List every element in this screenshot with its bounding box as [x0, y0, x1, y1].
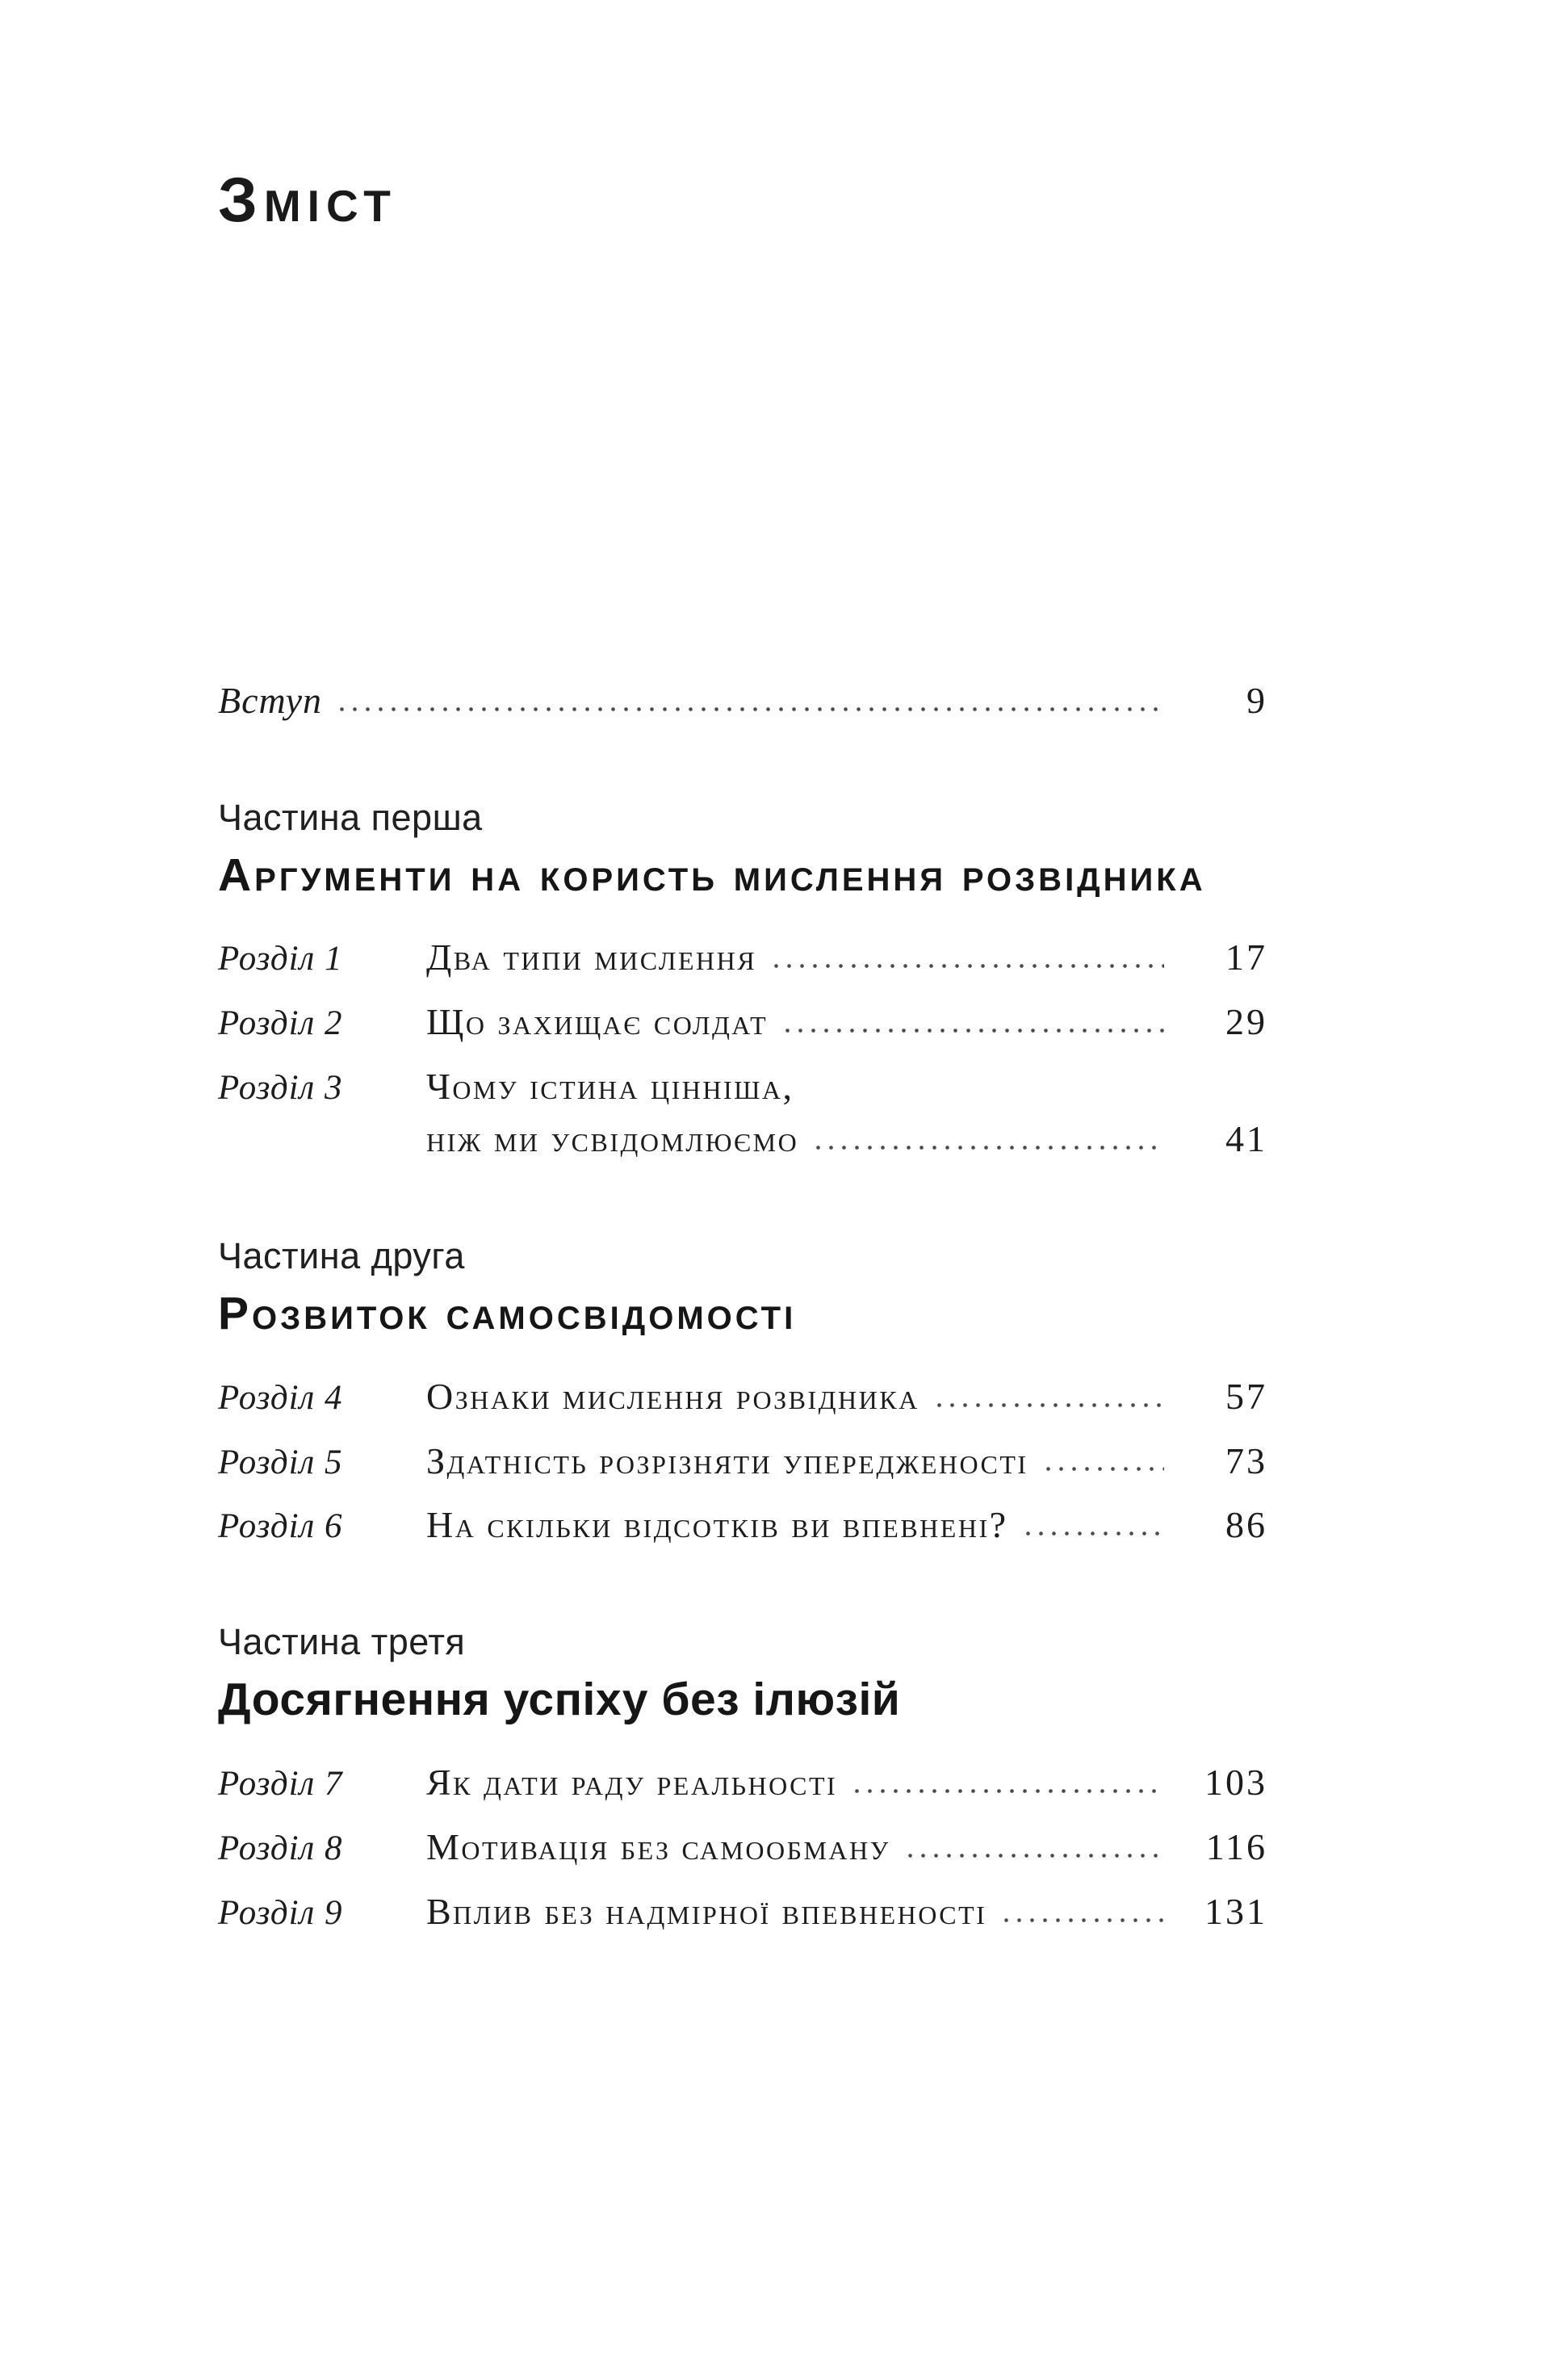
part-1-kicker: Частина перша: [218, 796, 483, 838]
chapter-page-number: 103: [1204, 1761, 1267, 1803]
chapter-title-line-2: [426, 1118, 1267, 1161]
toc-entry-chapter-5: [218, 1440, 1267, 1483]
toc-entry-chapter-7: [218, 1762, 1267, 1804]
chapter-title-two-lines: [426, 1066, 1267, 1161]
chapter-label: Розділ 8: [218, 1829, 343, 1867]
toc-part-3: [218, 1621, 1267, 1933]
chapter-label: Розділ 9: [218, 1893, 343, 1932]
dot-leader: [1004, 1918, 1164, 1922]
toc-entry-chapter-3: [218, 1066, 1267, 1161]
intro-page-number: 9: [1246, 680, 1267, 721]
toc-entry-chapter-8: [218, 1826, 1267, 1869]
chapter-page-number: 29: [1225, 1001, 1267, 1043]
chapter-label: Розділ 5: [218, 1443, 343, 1481]
toc-entry-intro: [218, 680, 1267, 723]
chapter-label: Розділ 1: [218, 940, 343, 978]
chapter-label: Розділ 4: [218, 1378, 343, 1417]
chapter-title-continued: ніж ми усвідомлюємо: [426, 1118, 799, 1160]
chapter-label: Розділ 2: [218, 1004, 343, 1043]
part-1-heading: Аргументи на користь мислення розвідника: [218, 849, 1206, 901]
chapter-page-number: 86: [1225, 1504, 1267, 1546]
dot-leader: [855, 1789, 1164, 1793]
part-3-chapters: [218, 1762, 1267, 1934]
chapter-title-line-1: [426, 1066, 1267, 1108]
chapter-title: На скільки відсотків ви впевнені?: [426, 1504, 1008, 1546]
chapter-label: Розділ 3: [218, 1069, 343, 1108]
chapter-title: Два типи мислення: [426, 936, 757, 978]
dot-leader: [340, 707, 1164, 711]
part-3-heading: Досягнення успіху без ілюзій: [218, 1674, 901, 1726]
toc-part-1: [218, 797, 1267, 1161]
chapter-page-number: 17: [1225, 936, 1267, 978]
dot-leader: [908, 1854, 1164, 1858]
chapter-page-number: 73: [1225, 1439, 1267, 1481]
dot-leader: [1046, 1467, 1164, 1471]
chapter-page-number: 41: [1225, 1118, 1267, 1160]
dot-leader: [785, 1029, 1164, 1033]
part-3-kicker: Частина третя: [218, 1621, 466, 1663]
part-1-chapters: [218, 936, 1267, 1161]
toc-entry-chapter-1: [218, 936, 1267, 979]
part-2-heading: Розвиток самосвідомості: [218, 1287, 797, 1339]
chapter-page-number: 131: [1204, 1890, 1267, 1932]
toc-part-2: [218, 1235, 1267, 1547]
dot-leader: [774, 964, 1164, 968]
chapter-title: Що захищає солдат: [426, 1001, 769, 1043]
chapter-title: Мотивація без самообману: [426, 1825, 890, 1867]
toc-entry-chapter-6: [218, 1504, 1267, 1547]
chapter-title: Як дати раду реальності: [426, 1761, 838, 1803]
chapter-label: Розділ 7: [218, 1764, 343, 1803]
toc-entry-chapter-4: [218, 1376, 1267, 1418]
chapter-title: Вплив без надмірної впевненості: [426, 1890, 987, 1932]
dot-leader: [937, 1403, 1164, 1407]
dot-leader: [816, 1146, 1164, 1150]
chapter-title: Ознаки мислення розвідника: [426, 1375, 920, 1417]
chapter-page-number: 57: [1225, 1375, 1267, 1417]
toc-entry-chapter-9: [218, 1891, 1267, 1934]
toc-entry-chapter-2: [218, 1001, 1267, 1044]
chapter-page-number: 116: [1205, 1825, 1267, 1867]
page-title: Зміст: [218, 164, 397, 235]
chapter-label: Розділ 6: [218, 1507, 343, 1546]
chapter-title: Чому істина цінніша,: [426, 1066, 794, 1108]
dot-leader: [1026, 1531, 1164, 1536]
part-2-kicker: Частина друга: [218, 1235, 465, 1277]
chapter-title: Здатність розрізняти упередженості: [426, 1439, 1028, 1481]
intro-label: Вступ: [218, 680, 323, 721]
part-2-chapters: [218, 1376, 1267, 1548]
